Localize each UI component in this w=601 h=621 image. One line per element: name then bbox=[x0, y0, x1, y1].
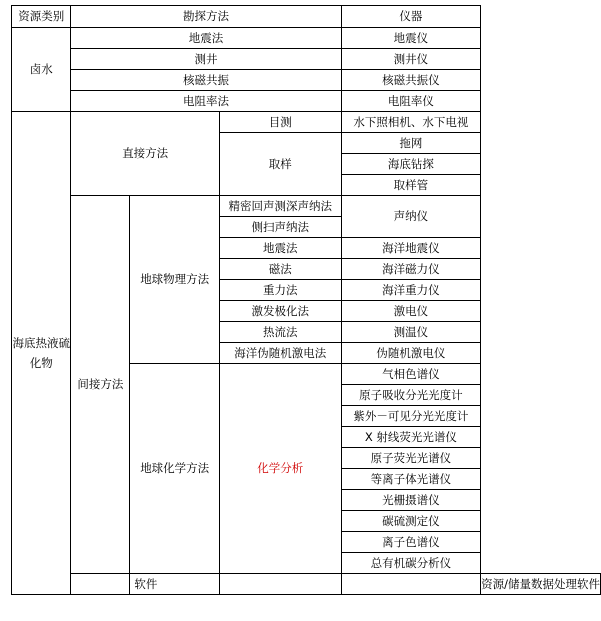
table-row bbox=[12, 49, 601, 70]
instrument-cell: 取样管 bbox=[341, 175, 481, 196]
method-cell: 目测 bbox=[219, 112, 341, 133]
method-cell: 核磁共振 bbox=[71, 70, 341, 91]
empty-cell bbox=[219, 574, 341, 595]
instrument-cell: 水下照相机、水下电视 bbox=[341, 112, 481, 133]
header-instrument: 仪器 bbox=[341, 6, 481, 28]
instrument-cell: 等离子体光谱仪 bbox=[341, 469, 481, 490]
instrument-cell: 光栅摄谱仪 bbox=[341, 490, 481, 511]
instrument-cell: 原子荧光光谱仪 bbox=[341, 448, 481, 469]
method-cell: 磁法 bbox=[219, 259, 341, 280]
instrument-cell: 伪随机激电仪 bbox=[341, 343, 481, 364]
method-cell: 精密回声测深声纳法 bbox=[219, 196, 341, 217]
table-row bbox=[12, 196, 601, 217]
header-method: 勘探方法 bbox=[71, 6, 341, 28]
table-row bbox=[12, 70, 601, 91]
empty-cell bbox=[71, 574, 130, 595]
geophysics-cell: 地球物理方法 bbox=[130, 196, 220, 364]
method-cell: 地震法 bbox=[219, 238, 341, 259]
instrument-cell: 电阻率仪 bbox=[341, 91, 481, 112]
method-cell: 激发极化法 bbox=[219, 301, 341, 322]
table-row bbox=[12, 28, 601, 49]
method-cell: 测井 bbox=[71, 49, 341, 70]
header-category: 资源类别 bbox=[12, 6, 71, 28]
header-row bbox=[12, 6, 601, 28]
instrument-cell: 碳硫测定仪 bbox=[341, 511, 481, 532]
indirect-method-cell: 间接方法 bbox=[71, 196, 130, 574]
brine-category-cell: 卤水 bbox=[12, 28, 71, 112]
instrument-cell: 气相色谱仪 bbox=[341, 364, 481, 385]
instrument-cell: 海洋地震仪 bbox=[341, 238, 481, 259]
table-row bbox=[12, 112, 601, 133]
method-cell: 电阻率法 bbox=[71, 91, 341, 112]
instrument-cell: 声纳仪 bbox=[341, 196, 481, 238]
instrument-cell: 原子吸收分光光度计 bbox=[341, 385, 481, 406]
instrument-cell: 测温仪 bbox=[341, 322, 481, 343]
instrument-cell: 海底钻探 bbox=[341, 154, 481, 175]
exploration-methods-table bbox=[11, 5, 601, 595]
instrument-cell: 激电仪 bbox=[341, 301, 481, 322]
instrument-cell: 紫外－可见分光光度计 bbox=[341, 406, 481, 427]
instrument-cell: 资源/储量数据处理软件 bbox=[481, 574, 601, 595]
instrument-cell: 地震仪 bbox=[341, 28, 481, 49]
software-row bbox=[12, 574, 601, 595]
instrument-cell: 海洋磁力仪 bbox=[341, 259, 481, 280]
method-cell: 取样 bbox=[219, 133, 341, 196]
instrument-cell: X 射线荧光光谱仪 bbox=[341, 427, 481, 448]
method-cell: 海洋伪随机激电法 bbox=[219, 343, 341, 364]
direct-method-cell: 直接方法 bbox=[71, 112, 220, 196]
method-cell: 重力法 bbox=[219, 280, 341, 301]
table-row bbox=[12, 91, 601, 112]
instrument-cell: 测井仪 bbox=[341, 49, 481, 70]
method-cell: 热流法 bbox=[219, 322, 341, 343]
method-cell: 侧扫声纳法 bbox=[219, 217, 341, 238]
geochemistry-cell: 地球化学方法 bbox=[130, 364, 220, 574]
empty-cell bbox=[341, 574, 481, 595]
software-cell: 软件 bbox=[130, 574, 220, 595]
instrument-cell: 核磁共振仪 bbox=[341, 70, 481, 91]
instrument-cell: 离子色谱仪 bbox=[341, 532, 481, 553]
method-cell: 地震法 bbox=[71, 28, 341, 49]
chemical-analysis-cell: 化学分析 bbox=[219, 364, 341, 574]
instrument-cell: 总有机碳分析仪 bbox=[341, 553, 481, 574]
sulfide-category-cell: 海底热液硫化物 bbox=[12, 112, 71, 595]
instrument-cell: 海洋重力仪 bbox=[341, 280, 481, 301]
instrument-cell: 拖网 bbox=[341, 133, 481, 154]
